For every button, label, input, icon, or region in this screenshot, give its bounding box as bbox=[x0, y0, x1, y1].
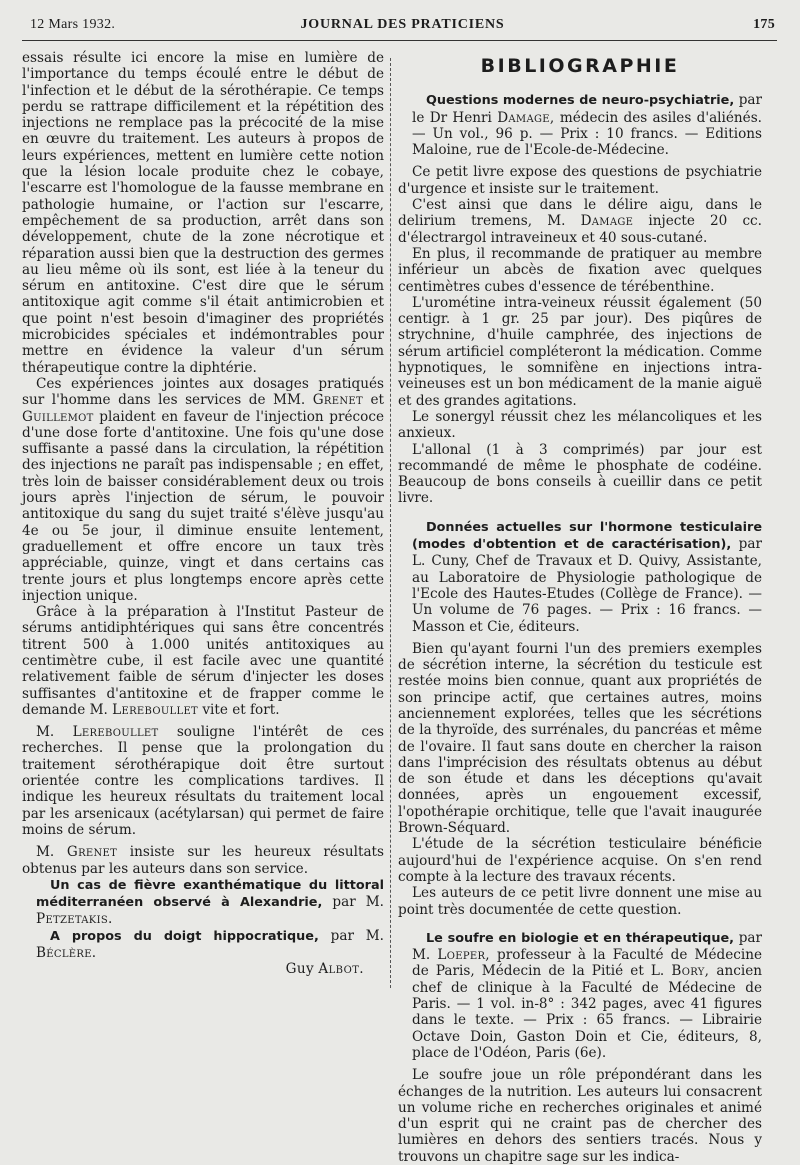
paragraph: Le sonergyl réussit chez les mélancoliques et les anxieux. bbox=[398, 408, 762, 442]
paragraph: Bien qu'ayant fourni l'un des premiers exemples de sécrétion interne, la sécrétion du testicule est restée moins bien connue, quant aux propriétés de son principe actif, que certaines autres, moins anciennement explorées, telles que les sécrétions de la thyroïde, des surrénales, du pancréas et même de l'ovaire. Il faut sans doute en chercher la raison dans l'imprécision des résultats obtenus au début de son étude et dans les déceptions qu'avait données, après un engouement excessif, l'opothérapie orchitique, telle que l'avait inaugurée Brown-Séquard. bbox=[398, 640, 762, 837]
paragraph: L'étude de la sécrétion testiculaire bénéficie aujourd'hui de l'expérience acquise. On s'en rend compte à la lecture des travaux récents. bbox=[398, 836, 762, 885]
author-name: Lereboullet bbox=[112, 701, 199, 718]
author-name: Béclère. bbox=[36, 945, 97, 962]
paragraph: L'allonal (1 à 3 comprimés) par jour est recommandé de même le phosphate de codéine. Beaucoup de bons conseils à cueillir dans ce petit livre. bbox=[398, 441, 762, 507]
paragraph: Le soufre joue un rôle prépondérant dans les échanges de la nutrition. Les auteurs lui consacrent un volume riche en recherches originales et animé d'un esprit qui ne craint pas de chercher des lumières en dehors des sentiers tracés. Nous y trouvons un chapitre sage sur les indica- bbox=[398, 1067, 762, 1165]
paragraph: Ces expériences jointes aux dosages pratiqués sur l'homme dans les services de MM. Grenet et Guillemot plaident en faveur de l'injection précoce d'une dose forte d'antitoxine. Une fois qu'une dose suffisante a passé dans la circulation, la répétition des injections ne paraît pas indispensable ; en effet, très loin de baisser considérablement deux ou trois jours après l'injection de sérum, le pouvoir antitoxique du sang du sujet traité s'élève jusqu'au 4e ou 5e jour, il diminue ensuite lentement, graduellement et offre encore un taux très appréciable, quinze, vingt et dans certains cas trente jours et plus longtemps encore après cette injection unique. bbox=[22, 375, 385, 604]
paragraph: Ce petit livre expose des questions de psychiatrie d'urgence et insiste sur le traitement. bbox=[398, 164, 762, 197]
author-name: Damage bbox=[580, 213, 634, 230]
paragraph: L'urométine intra-veineux réussit également (50 centigr. à 1 gr. 25 par jour). Des piqûres de strychnine, d'huile camphrée, des injections de sérum artificiel compléteront la médication. Comme hypnotiques, le somnifène en injections intra-veineuses est un bon médicament de la manie aiguë et des grandes agitations. bbox=[398, 294, 762, 409]
header-rule bbox=[22, 40, 777, 41]
issue-date: 12 Mars 1932. bbox=[30, 17, 116, 32]
paragraph: Les auteurs de ce petit livre donnent une mise au point très documentée de cette question. bbox=[398, 885, 762, 918]
author-name: Damage, bbox=[497, 109, 555, 126]
section-title: BIBLIOGRAPHIE bbox=[480, 55, 680, 77]
communication-title: Un cas de fièvre exanthématique du littoral méditerranéen observé à Alexandrie, par M. Petzetakis. bbox=[36, 877, 384, 928]
author-name: Bory, bbox=[671, 963, 710, 980]
paragraph: C'est ainsi que dans le délire aigu, dans le delirium tremens, M. Damage injecte 20 cc. d'électrargol intraveineux et 40 sous-cutané. bbox=[398, 197, 762, 246]
book-entry: Le soufre en biologie et en thérapeutique, par M. Loeper, professeur à la Faculté de Médecine de Paris, Médecin de la Pitié et L. Bory, ancien chef de clinique à la Faculté de Médecine de Paris. — 1 vol. in-8° : 342 pages, avec 41 figures dans le texte. — Prix : 65 francs. — Librairie Octave Doin, Gaston Doin et Cie, éditeurs, 8, place de l'Odéon, Paris (6e). bbox=[412, 929, 763, 1061]
page-number: 175 bbox=[753, 17, 775, 32]
left-column bbox=[22, 50, 384, 1075]
author-name: Loeper, bbox=[437, 947, 490, 964]
book-entry: Questions modernes de neuro-psychiatrie, par le Dr Henri Damage, médecin des asiles d'aliénés. — Un vol., 96 p. — Prix : 10 francs. — Editions Maloine, rue de l'Ecole-de-Médecine. bbox=[412, 92, 763, 159]
author-name: Guillemot bbox=[22, 408, 94, 425]
book-entry: Données actuelles sur l'hormone testiculaire (modes d'obtention et de caractérisation), par L. Cuny, Chef de Travaux et D. Quivy, Assistante, au Laboratoire de Physiologie pathologique de l'Ecole des Hautes-Etudes (Collège de France). — Un volume de 76 pages. — Prix : 16 francs. — Masson et Cie, éditeurs. bbox=[412, 519, 762, 635]
author-name: Grenet bbox=[66, 844, 118, 861]
column-divider bbox=[390, 58, 391, 988]
paragraph: M. Grenet insiste sur les heureux résultats obtenus par les auteurs dans son service. bbox=[22, 844, 385, 877]
paragraph: essais résulte ici encore la mise en lumière de l'importance du temps écoulé entre le début de l'infection et le début de la sérothérapie. Ce temps perdu se rattrape difficilement et la répétition des injections ne remplace pas la précocité de la mise en œuvre du traitement. Les auteurs à propos de leurs expériences, mettent en lumière cette notion que la lésion locale produite chez le cobaye, l'escarre est l'homologue de la fausse membrane en pathologie humaine, or l'action sur l'escarre, empêchement de sa production, arrêt dans son développement, chute de la zone nécrotique et réparation aussi bien que la destruction des germes au lieu même où ils sont, est liée à la teneur du sérum en antitoxine. C'est dire que le sérum antitoxique agit comme s'il était antimicrobien et que point n'est besoin d'imaginer des propriétés microbicides spéciales et indémontrables pour mettre en évidence la valeur d'un sérum thérapeutique contre la diphtérie. bbox=[22, 50, 384, 376]
paragraph: En plus, il recommande de pratiquer au membre inférieur un abcès de fixation avec quelques centimètres cubes d'essence de térébenthine. bbox=[398, 245, 762, 295]
journal-title: JOURNAL DES PRATICIENS bbox=[300, 17, 505, 32]
page-header bbox=[30, 14, 775, 36]
communication-title: A propos du doigt hippocratique, par M. Béclère. bbox=[36, 927, 384, 962]
right-column bbox=[398, 50, 763, 1165]
paragraph: Grâce à la préparation à l'Institut Pasteur de sérums antidiphtériques qui sans être concentrés titrent 500 à 1.000 unités antitoxiques au centimètre cube, il est facile avec une quantité relativement faible de sérum d'injecter les doses suffisantes d'antitoxine et de frapper comme le demande M. Lereboullet vite et fort. bbox=[22, 604, 384, 718]
signature: Guy Albot. bbox=[285, 961, 364, 978]
paragraph: M. Lereboullet souligne l'intérêt de ces recherches. Il pense que la prolongation du traitement sérothérapique doit être surtout orientée contre les complications tardives. Il indique les heureux résultats du traitement local par les arsenicaux (acétylarsan) qui permet de faire moins de sérum. bbox=[22, 724, 385, 838]
author-name: Grenet bbox=[312, 392, 363, 409]
author-name: Lereboullet bbox=[72, 724, 159, 741]
author-name: Petzetakis. bbox=[36, 911, 113, 928]
